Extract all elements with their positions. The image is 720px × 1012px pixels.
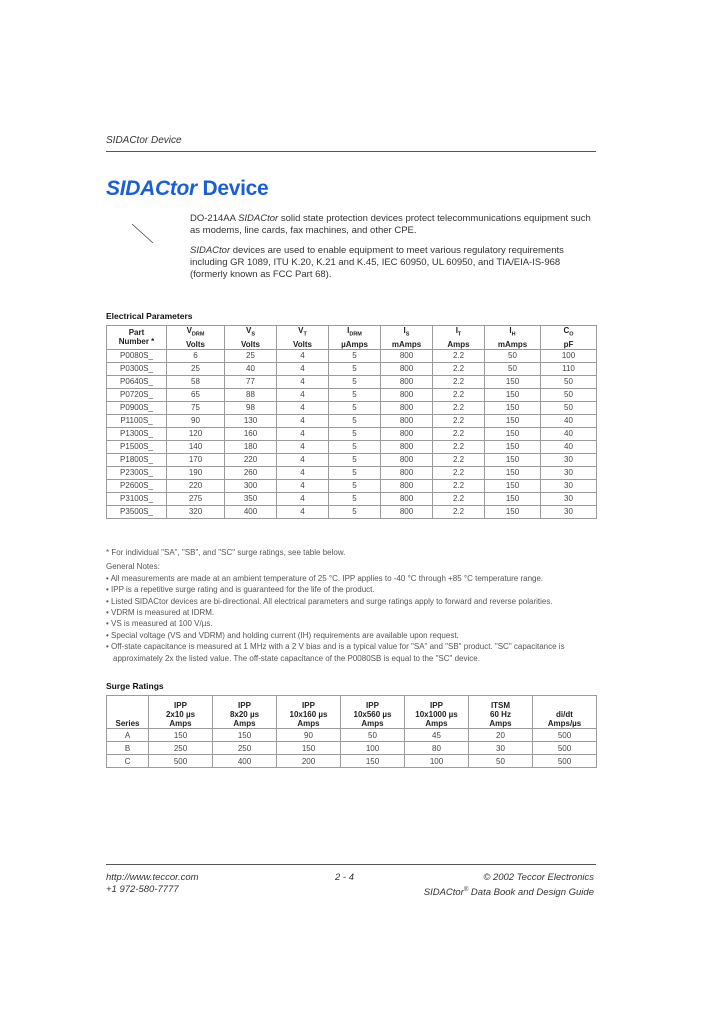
table-cell: 800 — [381, 479, 433, 492]
electrical-parameters-title: Electrical Parameters — [106, 311, 193, 321]
table-cell: 260 — [225, 466, 277, 479]
header-line-3: Series — [115, 719, 140, 728]
table-cell: 30 — [541, 453, 597, 466]
table-cell: 500 — [533, 742, 597, 755]
table-row — [107, 375, 597, 388]
footer-book-title — [424, 884, 594, 899]
table-cell: 250 — [213, 742, 277, 755]
table-cell: 40 — [541, 414, 597, 427]
part-number-cell: P3100S_ — [107, 492, 167, 505]
note-line: • Special voltage (VS and VDRM) and holding current (IH) requirements are available upon request. — [106, 630, 459, 640]
electrical-parameters-table — [106, 325, 597, 519]
table-cell: 150 — [485, 388, 541, 401]
table-cell: 2.2 — [433, 492, 485, 505]
table-cell: 150 — [485, 401, 541, 414]
electrical-header-cell — [433, 326, 485, 350]
table-cell: 2.2 — [433, 388, 485, 401]
table-cell: 30 — [469, 742, 533, 755]
symbol-letter: I — [509, 326, 512, 335]
table-cell: 2.2 — [433, 401, 485, 414]
surge-header-cell — [533, 696, 597, 729]
table-cell: 500 — [533, 729, 597, 742]
table-cell: 5 — [329, 375, 381, 388]
surge-ratings-title: Surge Ratings — [106, 681, 164, 691]
table-cell: 98 — [225, 401, 277, 414]
part-number-cell: P0720S_ — [107, 388, 167, 401]
table-cell: 77 — [225, 375, 277, 388]
part-number-cell: P1100S_ — [107, 414, 167, 427]
table-cell: 800 — [381, 427, 433, 440]
surge-header-cell — [107, 696, 149, 729]
table-cell: 110 — [541, 362, 597, 375]
table-cell: 5 — [329, 440, 381, 453]
table-cell: 150 — [341, 755, 405, 768]
header-symbol — [225, 326, 276, 340]
device-illustration — [130, 222, 156, 246]
title-rest: Device — [196, 177, 269, 200]
part-number-cell: P2300S_ — [107, 466, 167, 479]
table-cell: 4 — [277, 440, 329, 453]
page-title — [106, 177, 268, 201]
table-cell: 190 — [167, 466, 225, 479]
table-cell: 800 — [381, 453, 433, 466]
header-line-bottom: Number * — [118, 337, 155, 347]
table-cell: 5 — [329, 505, 381, 518]
table-cell: 800 — [381, 492, 433, 505]
table-cell: 140 — [167, 440, 225, 453]
symbol-subscript: S — [405, 331, 410, 338]
table-cell: 90 — [167, 414, 225, 427]
table-cell: 90 — [277, 729, 341, 742]
header-line-bottom: Volts — [186, 339, 205, 349]
part-number-cell: P1800S_ — [107, 453, 167, 466]
part-number-cell: P0640S_ — [107, 375, 167, 388]
surge-header-cell — [213, 696, 277, 729]
table-cell: 30 — [541, 479, 597, 492]
symbol-letter: V — [186, 326, 192, 335]
table-cell: 2.2 — [433, 362, 485, 375]
table-row — [107, 414, 597, 427]
footer-left — [106, 872, 199, 896]
header-line-1: IPP — [302, 701, 315, 710]
symbol-letter: I — [455, 326, 458, 335]
header-symbol — [485, 326, 540, 340]
table-cell: 120 — [167, 427, 225, 440]
table-cell: 220 — [225, 453, 277, 466]
header-line-1 — [533, 701, 596, 710]
table-cell: 5 — [329, 427, 381, 440]
header-line-bottom: Volts — [293, 339, 312, 349]
surge-header-cell — [469, 696, 533, 729]
header-line-2: 2x10 µs — [165, 710, 196, 719]
table-cell: 58 — [167, 375, 225, 388]
header-line-3: Amps — [361, 719, 384, 728]
header-line-bottom: mAmps — [391, 339, 422, 349]
table-cell: 800 — [381, 414, 433, 427]
table-cell: 5 — [329, 349, 381, 362]
symbol-subscript: O — [569, 331, 574, 338]
part-number-cell: P1500S_ — [107, 440, 167, 453]
table-cell: 150 — [485, 440, 541, 453]
part-number-cell: P0080S_ — [107, 349, 167, 362]
book-title-rest: Data Book and Design Guide — [468, 887, 594, 899]
electrical-header-cell — [485, 326, 541, 350]
table-cell: 100 — [541, 349, 597, 362]
footer-url-link[interactable]: http://www.teccor.com — [106, 872, 199, 883]
table-cell: 5 — [329, 362, 381, 375]
header-symbol — [329, 326, 380, 340]
part-number-cell: P2600S_ — [107, 479, 167, 492]
table-cell: 5 — [329, 453, 381, 466]
table-cell: 4 — [277, 401, 329, 414]
registered-mark: ® — [463, 887, 469, 893]
table-cell: 130 — [225, 414, 277, 427]
table-cell: 220 — [167, 479, 225, 492]
table-cell: 4 — [277, 375, 329, 388]
table-cell: 4 — [277, 453, 329, 466]
table-cell: 150 — [485, 466, 541, 479]
book-brand: SIDACtor — [423, 887, 464, 899]
electrical-header-cell — [541, 326, 597, 350]
note-line: • Listed SIDACtor devices are bi-directional. All electrical parameters and surge ratings apply to forward and reverse polarities. — [106, 596, 553, 606]
table-cell: 150 — [485, 414, 541, 427]
table-cell: 20 — [469, 729, 533, 742]
note-line: • VDRM is measured at IDRM. — [106, 608, 215, 618]
table-cell: 30 — [541, 466, 597, 479]
header-line-bottom: µAmps — [341, 339, 368, 349]
table-cell: 800 — [381, 466, 433, 479]
table-cell: 5 — [329, 388, 381, 401]
page-number: 2 - 4 — [335, 872, 355, 883]
table-cell: 320 — [167, 505, 225, 518]
symbol-subscript: T — [303, 331, 307, 338]
table-cell: 30 — [541, 492, 597, 505]
table-cell: 2.2 — [433, 453, 485, 466]
table-cell: 150 — [485, 453, 541, 466]
table-cell: 150 — [485, 375, 541, 388]
table-row — [107, 349, 597, 362]
table-cell: 800 — [381, 505, 433, 518]
symbol-letter: I — [403, 326, 406, 335]
part-number-cell: P0900S_ — [107, 401, 167, 414]
series-cell: A — [107, 729, 149, 742]
table-cell: 150 — [213, 729, 277, 742]
table-cell: 800 — [381, 375, 433, 388]
symbol-subscript: S — [251, 331, 255, 338]
table-cell: 45 — [405, 729, 469, 742]
table-cell: 5 — [329, 466, 381, 479]
header-line-2: 10x1000 µs — [415, 710, 458, 719]
surge-header-cell — [277, 696, 341, 729]
table-cell: 180 — [225, 440, 277, 453]
table-cell: 100 — [405, 755, 469, 768]
table-cell: 2.2 — [433, 505, 485, 518]
table-cell: 50 — [541, 375, 597, 388]
header-line-1: IPP — [174, 701, 187, 710]
table-cell: 4 — [277, 414, 329, 427]
header-line-2: 8x20 µs — [229, 710, 260, 719]
header-divider — [106, 151, 596, 152]
general-notes-title: General Notes: — [106, 562, 160, 572]
note-line: • All measurements are made at an ambient temperature of 25 °C. IPP applies to -40 °C through +85 °C temperature range. — [106, 573, 544, 583]
table-cell: 4 — [277, 388, 329, 401]
surge-ratings-table — [106, 695, 597, 768]
notes-block — [106, 547, 598, 664]
header-line-1: ITSM — [490, 701, 511, 710]
header-line-2: 10x560 µs — [353, 710, 392, 719]
table-row — [107, 729, 597, 742]
table-cell: 300 — [225, 479, 277, 492]
header-symbol — [277, 326, 328, 340]
table-cell: 800 — [381, 349, 433, 362]
electrical-header-cell — [277, 326, 329, 350]
table-cell: 50 — [485, 362, 541, 375]
intro-p1-prefix: DO-214AA — [190, 213, 239, 224]
electrical-header-cell — [225, 326, 277, 350]
note-line: • Off-state capacitance is measured at 1 MHz with a 2 V bias and is a typical value for "SA" and "SB" product. "SC" capacitance is — [106, 642, 565, 652]
table-cell: 50 — [485, 349, 541, 362]
table-row — [107, 388, 597, 401]
table-cell: 275 — [167, 492, 225, 505]
header-symbol — [541, 326, 596, 340]
header-line-2: 10x160 µs — [289, 710, 328, 719]
running-head: SIDACtor Device — [106, 135, 182, 146]
footer-divider — [106, 864, 596, 865]
table-row — [107, 479, 597, 492]
header-line-3: Amps — [425, 719, 448, 728]
surge-header-row — [107, 696, 597, 729]
intro-p2-brand: SIDACtor — [190, 245, 231, 256]
table-cell: 350 — [225, 492, 277, 505]
intro-paragraph-1 — [190, 213, 595, 237]
header-symbol — [433, 326, 484, 340]
table-cell: 2.2 — [433, 375, 485, 388]
header-line-1: IPP — [366, 701, 379, 710]
table-cell: 4 — [277, 466, 329, 479]
table-cell: 200 — [277, 755, 341, 768]
intro-text — [190, 213, 595, 289]
table-cell: 400 — [213, 755, 277, 768]
table-cell: 400 — [225, 505, 277, 518]
intro-p1-brand: SIDACtor — [238, 213, 279, 224]
part-number-cell: P1300S_ — [107, 427, 167, 440]
table-cell: 800 — [381, 388, 433, 401]
table-cell: 4 — [277, 479, 329, 492]
table-cell: 25 — [167, 362, 225, 375]
symbol-subscript: T — [457, 331, 462, 338]
surge-header-cell — [149, 696, 213, 729]
electrical-header-cell — [167, 326, 225, 350]
note-line: approximately 2x the listed value. The off-state capacitance of the P0080SB is equal to the "SC" device. — [113, 653, 480, 663]
table-cell: 4 — [277, 492, 329, 505]
table-cell: 150 — [277, 742, 341, 755]
table-cell: 4 — [277, 349, 329, 362]
table-cell: 50 — [541, 388, 597, 401]
table-cell: 250 — [149, 742, 213, 755]
series-cell: B — [107, 742, 149, 755]
table-cell: 2.2 — [433, 414, 485, 427]
header-line-2: 60 Hz — [490, 710, 511, 719]
table-cell: 150 — [485, 427, 541, 440]
table-cell: 2.2 — [433, 466, 485, 479]
symbol-letter: V — [298, 326, 304, 335]
table-cell: 150 — [485, 479, 541, 492]
intro-paragraph-2 — [190, 245, 595, 281]
table-row — [107, 505, 597, 518]
table-cell: 5 — [329, 414, 381, 427]
header-line-bottom: Amps — [447, 339, 470, 349]
table-cell: 2.2 — [433, 427, 485, 440]
table-cell: 50 — [541, 401, 597, 414]
table-cell: 40 — [225, 362, 277, 375]
header-line-3: Amps — [233, 719, 256, 728]
header-line-bottom: Volts — [241, 339, 260, 349]
header-line-3: Amps — [297, 719, 320, 728]
table-cell: 4 — [277, 427, 329, 440]
series-cell: C — [107, 755, 149, 768]
table-cell: 5 — [329, 479, 381, 492]
surge-header-cell — [341, 696, 405, 729]
table-cell: 2.2 — [433, 349, 485, 362]
surge-header-cell — [405, 696, 469, 729]
table-cell: 25 — [225, 349, 277, 362]
table-cell: 4 — [277, 362, 329, 375]
table-cell: 88 — [225, 388, 277, 401]
table-row — [107, 401, 597, 414]
symbol-letter: I — [347, 326, 350, 335]
table-cell: 4 — [277, 505, 329, 518]
table-row — [107, 427, 597, 440]
table-cell: 500 — [149, 755, 213, 768]
table-cell: 80 — [405, 742, 469, 755]
electrical-header-cell — [381, 326, 433, 350]
table-cell: 50 — [469, 755, 533, 768]
header-line-bottom: pF — [563, 339, 574, 349]
header-line-1 — [107, 701, 148, 710]
table-cell: 800 — [381, 440, 433, 453]
header-line-3: Amps — [169, 719, 192, 728]
symbol-subscript: DRM — [349, 331, 362, 338]
electrical-header-row — [107, 326, 597, 350]
table-row — [107, 492, 597, 505]
table-row — [107, 440, 597, 453]
header-symbol — [167, 326, 224, 340]
table-cell: 500 — [533, 755, 597, 768]
header-line-bottom: mAmps — [497, 339, 528, 349]
footer-copyright: © 2002 Teccor Electronics — [483, 872, 594, 883]
table-cell: 170 — [167, 453, 225, 466]
footer-right — [424, 872, 594, 899]
intro-p1-rest: solid state protection devices protect telecommunications equipment such as modems, line cards, fax machines, and other CPE. — [190, 213, 591, 236]
table-cell: 75 — [167, 401, 225, 414]
table-row — [107, 466, 597, 479]
header-line-2: di/dt — [556, 710, 573, 719]
table-row — [107, 755, 597, 768]
symbol-letter: V — [245, 326, 252, 335]
header-line-3: Amps/µs — [547, 719, 582, 728]
table-cell: 30 — [541, 505, 597, 518]
part-number-cell: P3500S_ — [107, 505, 167, 518]
table-cell: 150 — [485, 505, 541, 518]
header-line-1: IPP — [238, 701, 251, 710]
note-line: • VS is measured at 100 V/µs. — [106, 619, 213, 629]
footnote: * For individual "SA", "SB", and "SC" surge ratings, see table below. — [106, 548, 346, 557]
note-line: • IPP is a repetitive surge rating and is guaranteed for the life of the product. — [106, 585, 375, 595]
table-cell: 160 — [225, 427, 277, 440]
part-number-cell: P0300S_ — [107, 362, 167, 375]
header-line-3: Amps — [489, 719, 512, 728]
table-cell: 50 — [341, 729, 405, 742]
electrical-header-cell — [329, 326, 381, 350]
table-cell: 40 — [541, 440, 597, 453]
table-row — [107, 742, 597, 755]
table-cell: 2.2 — [433, 440, 485, 453]
header-line-1: IPP — [430, 701, 443, 710]
table-cell: 800 — [381, 362, 433, 375]
table-cell: 800 — [381, 401, 433, 414]
symbol-subscript: H — [511, 331, 516, 338]
symbol-subscript: DRM — [191, 331, 205, 338]
table-cell: 6 — [167, 349, 225, 362]
table-cell: 5 — [329, 401, 381, 414]
intro-p2-rest: devices are used to enable equipment to meet various regulatory requirements including GR 1089, ITU K.20, K.21 and K.45, IEC 60950, UL 60950, and TIA/EIA-IS-968 (formerly known as FCC Part 68). — [190, 245, 564, 280]
table-cell: 2.2 — [433, 479, 485, 492]
table-row — [107, 453, 597, 466]
header-line-2 — [107, 710, 148, 719]
table-cell: 150 — [485, 492, 541, 505]
table-row — [107, 362, 597, 375]
table-cell: 150 — [149, 729, 213, 742]
table-cell: 5 — [329, 492, 381, 505]
header-line-top: Part — [128, 328, 145, 338]
symbol-letter: C — [563, 326, 570, 335]
header-symbol — [381, 326, 432, 340]
table-cell: 100 — [341, 742, 405, 755]
footer-phone: +1 972-580-7777 — [106, 884, 179, 895]
table-cell: 65 — [167, 388, 225, 401]
title-italic: SIDACtor — [106, 177, 197, 200]
electrical-header-cell — [107, 326, 167, 350]
table-cell: 40 — [541, 427, 597, 440]
